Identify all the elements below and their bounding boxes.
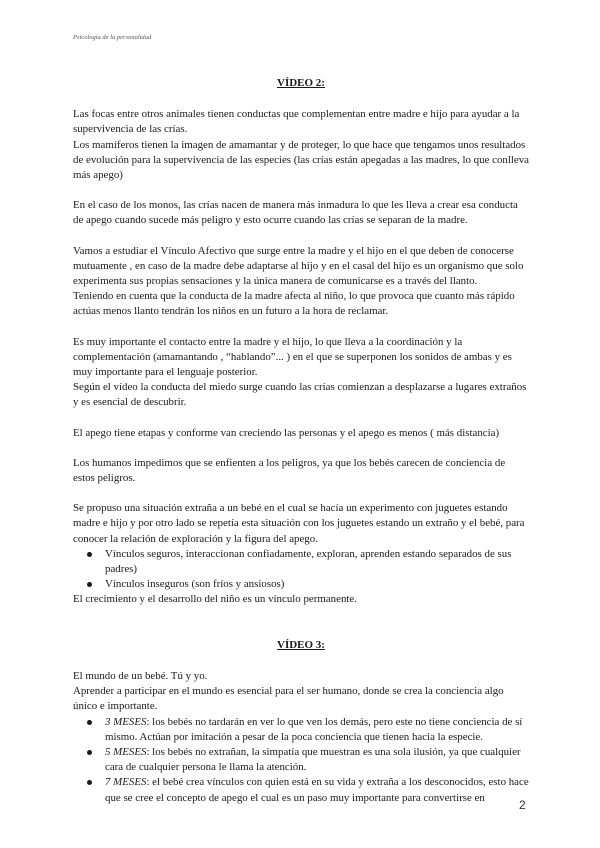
- paragraph: Vamos a estudiar el Vínculo Afectivo que surge entre la madre y el hijo en el que deben de conocerse mutuamente , en caso de la madre debe adaptarse al hijo y en el casal del hijo es un organismo que solo experimenta sus propias sensaciones y la única manera de comunicarse es a través del llanto.: [73, 244, 524, 288]
- bullet-icon: [87, 582, 92, 587]
- list-item: 7 MESES: el bebé crea vínculos con quien está en su vida y extraña a los desconocidos, esto hace que se cree el concepto de apego el cual es un paso muy importante para convertirse en: [73, 775, 529, 805]
- item-label: 7 MESES: [105, 776, 147, 789]
- paragraph: Se propuso una situación extraña a un bebé en el cual se hacía un experimento con juguetes estando madre e hijo y por otro lado se repetía esta situación con los juguetes estando un extraño y el bebé, para conocer la relación de exploración y la figura del apego.: [73, 502, 525, 545]
- paragraph: Es muy importante el contacto entre la madre y el hijo, lo que lleva a la coordinación y la complementación (amamantando , “hablando”... ) en el que se superponen los sonidos de ambas y es muy importante para el lenguaje posterior.: [73, 335, 512, 379]
- paragraph: Las focas entre otros animales tienen conductas que complementan entre madre e hijo para ayudar a la supervivencia de las crías.: [73, 108, 520, 136]
- section-heading-video-3: VÍDEO 3:: [277, 638, 325, 651]
- bullet-icon: [87, 552, 92, 557]
- list-item: 3 MESES: los bebés no tardarán en ver lo que ven los demás, pero este no tiene conciencia de sí mismo. Actúan por imitación a pesar de la poca conciencia que tienen hacia la especie.: [73, 715, 529, 745]
- list-item: Vínculos inseguros (son fríos y ansiosos): [73, 577, 529, 592]
- paragraph: Los humanos impedimos que se enfienten a los peligros, ya que los bebés carecen de conciencia de estos peligros.: [73, 456, 506, 485]
- list-item: Vínculos seguros, interaccionan confiadamente, exploran, aprenden estando separados de sus padres): [73, 547, 529, 577]
- bullet-icon: [87, 720, 92, 725]
- paragraph: Aprender a participar en el mundo es esencial para el ser humano, donde se crea la conciencia algo único e importante.: [73, 685, 504, 713]
- bullet-list: [73, 547, 529, 593]
- paragraph: Los mamíferos tienen la imagen de amamantar y de proteger, lo que hace que tengamos unos resultados de evolución para la supervivencia de las especies (las crías están apegadas a las madres, lo que conlleva más apego): [73, 138, 530, 182]
- bullet-list: [73, 715, 529, 806]
- paragraph: Teniendo en cuenta que la conducta de la madre afecta al niño, lo que provoca que cuanto más rápido actúas menos llanto tendrán los niños en un futuro a la hora de reclamar.: [73, 290, 515, 318]
- item-label: 3 MESES: [105, 715, 147, 728]
- page-number: 2: [519, 798, 526, 812]
- list-item: 5 MESES: los bebés no extrañan, la simpatía que muestran es una sola ilusión, ya que cualquier cara de cualquier persona le llama la atención.: [73, 745, 529, 775]
- paragraph: El apego tiene etapas y conforme van creciendo las personas y el apego es menos ( más distancia): [73, 426, 500, 439]
- bullet-icon: [87, 780, 92, 785]
- paragraph: El mundo de un bebé. Tú y yo.: [73, 669, 208, 682]
- document-header: Psicología de la personalidad: [73, 34, 152, 41]
- paragraph: El crecimiento y el desarrollo del niño es un vínculo permanente.: [73, 593, 357, 606]
- bullet-icon: [87, 750, 92, 755]
- item-label: 5 MESES: [105, 745, 147, 758]
- paragraph: Según el vídeo la conducta del miedo surge cuando las crías comienzan a desplazarse a lugares extraños y es esencial de descubrir.: [73, 381, 527, 409]
- section-heading-video-2: VÍDEO 2:: [277, 77, 325, 89]
- paragraph: En el caso de los monos, las crías nacen de manera más inmadura lo que les lleva a crear esa conducta de apego cuando sucede más peligro y esto ocurre cuando las crías se separan de la madre.: [73, 199, 518, 227]
- page-content: [73, 76, 529, 806]
